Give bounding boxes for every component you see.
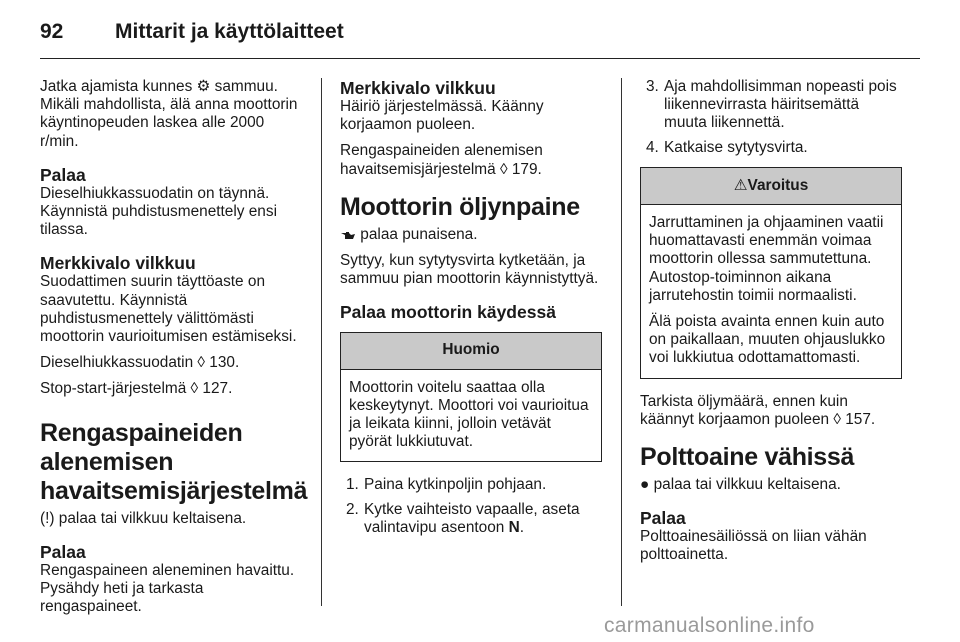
- step-text: Katkaise sytytysvirta.: [664, 138, 808, 156]
- column-1: [40, 78, 308, 624]
- steps-list: [640, 78, 902, 157]
- paragraph: Häiriö järjestelmässä. Käänny korjaamon puoleen.: [340, 98, 544, 134]
- list-item: [640, 78, 902, 133]
- page-header: [40, 10, 920, 59]
- column-2: [340, 78, 602, 545]
- warning-body: [641, 205, 901, 378]
- column-divider: [321, 78, 322, 606]
- note-body: [341, 370, 601, 462]
- subheading-palaa: Palaa: [640, 508, 686, 529]
- section-intro-text: palaa punaisena.: [360, 225, 478, 243]
- list-item: [340, 501, 602, 537]
- section-intro: [340, 226, 602, 244]
- step-text: Paina kytkinpoljin pohjaan.: [364, 476, 547, 494]
- note-box: [340, 332, 602, 462]
- step-text: Aja mahdollisimman nopeasti pois liikennevirrasta häiritsemättä muuta liikennettä.: [664, 78, 897, 132]
- paragraph: Rengaspaineen aleneminen havaittu. Pysähdy heti ja tarkasta rengaspaineet.: [40, 561, 295, 616]
- warning-box: [640, 167, 902, 379]
- step-number: 3.: [646, 78, 659, 95]
- paragraph: Jatka ajamista kunnes ⚙ sammuu. Mikäli mahdollista, älä anna moottorin käyntinopeuden laskea alle 2000 r/min.: [40, 78, 298, 150]
- section-intro: (!) palaa tai vilkkuu keltaisena.: [40, 509, 247, 527]
- step-text: Kytke vaihteisto vapaalle, aseta valintavipu asentoon: [364, 500, 580, 536]
- cross-reference: Dieselhiukkassuodatin ◊ 130.: [40, 354, 240, 372]
- paragraph: Dieselhiukkassuodatin on täynnä. Käynnistä puhdistusmenettely ensi tilassa.: [40, 184, 277, 239]
- paragraph: Polttoainesäiliössä on liian vähän polttoainetta.: [640, 528, 867, 564]
- list-item: [340, 476, 602, 494]
- warning-header: [641, 168, 901, 205]
- subheading-merkkivalo-vilkkuu: Merkkivalo vilkkuu: [40, 253, 196, 274]
- page-title: Mittarit ja käyttölaitteet: [115, 20, 344, 43]
- paragraph: Tarkista öljymäärä, ennen kuin käännyt korjaamon puoleen ◊ 157.: [640, 392, 876, 428]
- column-divider: [621, 78, 622, 606]
- subheading-palaa: Palaa: [40, 541, 86, 562]
- warning-text: Älä poista avainta ennen kuin auto on paikallaan, muuten ohjauslukko voi lukkiutua odottamattomasti.: [649, 313, 886, 367]
- note-text: Moottorin voitelu saattaa olla keskeytynyt. Moottori voi vaurioitua ja leikata kiinni, jolloin vetävät pyörät lukkiutuvat.: [349, 378, 589, 451]
- watermark: carmanualsonline.info: [604, 614, 815, 637]
- oil-can-icon: [340, 230, 356, 240]
- section-title-oil-pressure: Moottorin öljynpaine: [340, 192, 580, 221]
- paragraph: Suodattimen suurin täyttöaste on saavutettu. Käynnistä puhdistusmenettely välittömästi moottorin vaurioitumisen estämiseksi.: [40, 273, 297, 346]
- gear-position-label: N: [508, 518, 520, 536]
- section-title-fuel-low: Polttoaine vähissä: [640, 443, 855, 472]
- section-intro: ● palaa tai vilkkuu keltaisena.: [640, 476, 841, 494]
- warning-title: Varoitus: [747, 176, 809, 194]
- warning-icon: ⚠: [733, 175, 748, 194]
- note-title: Huomio: [341, 333, 601, 369]
- subheading-palaa-kaydessa: Palaa moottorin käydessä: [340, 302, 556, 323]
- cross-reference: Stop-start-järjestelmä ◊ 127.: [40, 380, 233, 398]
- step-text-tail: .: [519, 518, 525, 536]
- steps-list: [340, 476, 602, 537]
- subheading-palaa: Palaa: [40, 164, 86, 185]
- step-number: 1.: [346, 476, 359, 494]
- step-number: 4.: [646, 138, 659, 156]
- paragraph: Syttyy, kun sytytysvirta kytketään, ja sammuu pian moottorin käynnistyttyä.: [340, 252, 599, 288]
- subheading-merkkivalo-vilkkuu: Merkkivalo vilkkuu: [340, 78, 496, 98]
- list-item: [640, 139, 902, 157]
- step-number: 2.: [346, 500, 359, 518]
- section-title-tyre-pressure: Rengaspaineiden alenemisen havaitsemisjärjestelmä: [40, 418, 308, 505]
- cross-reference: Rengaspaineiden alenemisen havaitsemisjärjestelmä ◊ 179.: [340, 142, 543, 178]
- column-3: [640, 78, 902, 573]
- page-number: 92: [40, 20, 64, 43]
- warning-text: Jarruttaminen ja ohjaaminen vaatii huomattavasti enemmän voimaa moottorin ollessa sammutettuna. Autostop-toiminnon aikana jarrutehostin toimii normaalisti.: [649, 214, 884, 304]
